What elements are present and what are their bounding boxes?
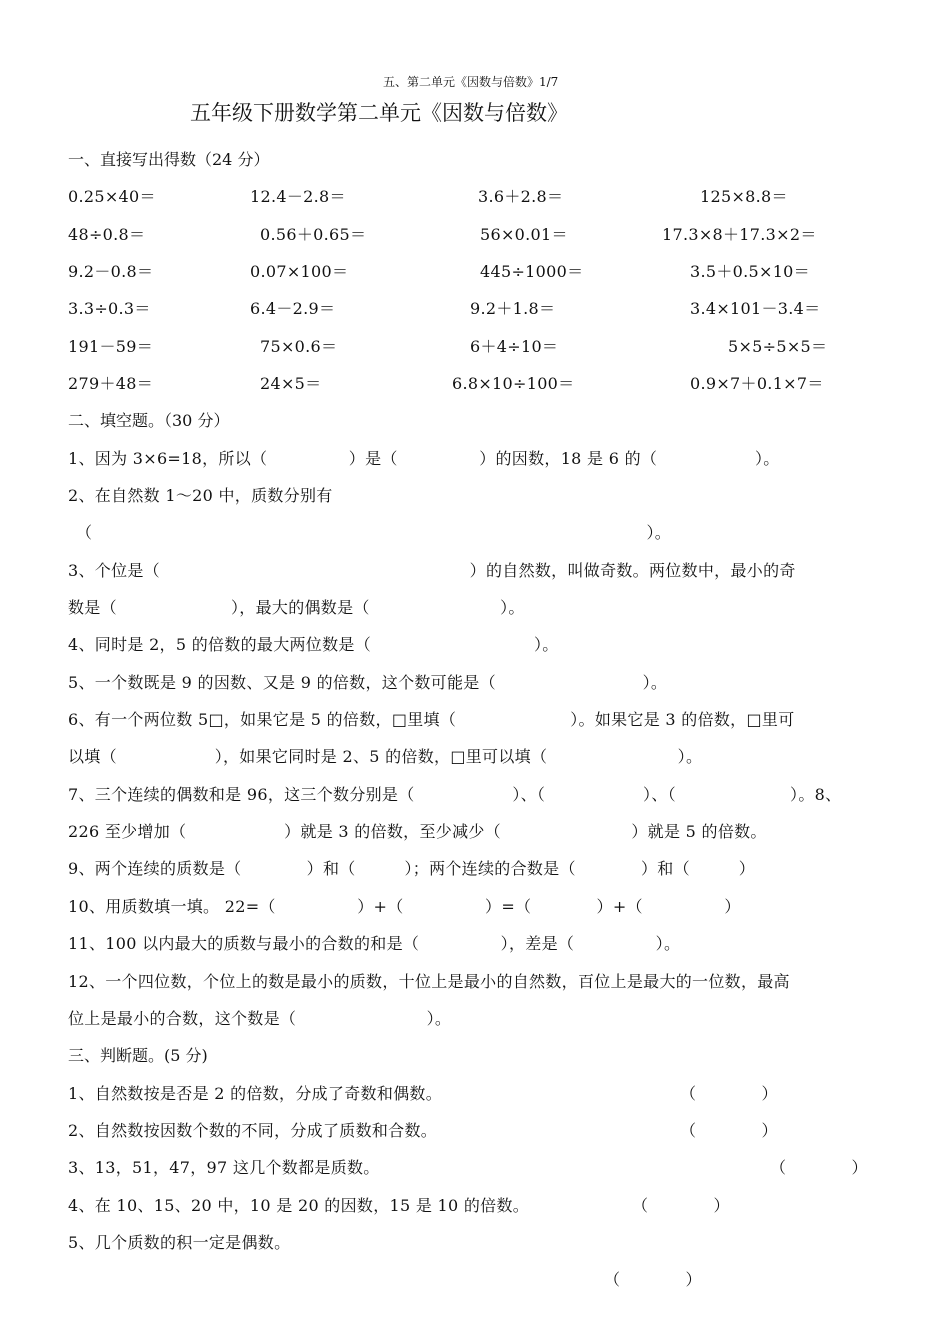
calc-cell: 191－59＝ <box>68 337 153 356</box>
calc-cell: 24×5＝ <box>260 374 322 393</box>
judge-answer-paren: （ ） <box>770 1158 868 1177</box>
calc-cell: 0.56＋0.65＝ <box>260 225 367 244</box>
calc-cell: 125×8.8＝ <box>700 187 788 206</box>
fill-question-line: 以填（ ），如果它同时是 2、5 的倍数，□里可以填（ ）。 <box>68 747 703 766</box>
calc-cell: 3.4×101－3.4＝ <box>690 299 821 318</box>
page-header: 五、第二单元《因数与倍数》1/7 <box>383 75 559 89</box>
fill-question-line: 5、一个数既是 9 的因数、又是 9 的倍数，这个数可能是（ ）。 <box>68 673 668 692</box>
fill-question-line: 226 至少增加（ ）就是 3 的倍数，至少减少（ ）就是 5 的倍数。 <box>68 822 767 841</box>
calc-cell: 17.3×8＋17.3×2＝ <box>662 225 817 244</box>
section3-heading: 三、判断题。(5 分) <box>68 1046 208 1065</box>
judge-item: 3、13，51，47，97 这几个数都是质数。 <box>68 1158 380 1177</box>
calc-cell: 3.5＋0.5×10＝ <box>690 262 810 281</box>
calc-cell: 6.4－2.9＝ <box>250 299 336 318</box>
fill-question-line: 位上是最小的合数，这个数是（ ）。 <box>68 1009 452 1028</box>
fill-question-line: 7、三个连续的偶数和是 96，这三个数分别是（ ）、（ ）、（ ）。8、 <box>68 785 842 804</box>
calc-cell: 56×0.01＝ <box>480 225 568 244</box>
calc-cell: 6.8×10÷100＝ <box>452 374 575 393</box>
calc-cell: 75×0.6＝ <box>260 337 338 356</box>
fill-question-line: 2、在自然数 1～20 中，质数分别有 <box>68 486 333 505</box>
calc-cell: 9.2＋1.8＝ <box>470 299 556 318</box>
page-title: 五年级下册数学第二单元《因数与倍数》 <box>190 101 568 125</box>
judge-answer-paren: （ ） <box>680 1084 778 1103</box>
judge-answer-paren: （ ） <box>632 1196 730 1215</box>
calc-cell: 9.2－0.8＝ <box>68 262 154 281</box>
calc-cell: 0.9×7＋0.1×7＝ <box>690 374 824 393</box>
calc-cell: 0.25×40＝ <box>68 187 156 206</box>
fill-question-line: 10、用质数填一填。 22=（ ）+（ ）=（ ）+（ ） <box>68 897 741 916</box>
judge-item: 5、几个质数的积一定是偶数。 <box>68 1233 291 1252</box>
section2-heading: 二、填空题。（30 分） <box>68 411 230 430</box>
calc-cell: 3.6＋2.8＝ <box>478 187 564 206</box>
fill-question-line: 9、两个连续的质数是（ ）和（ ）；两个连续的合数是（ ）和（ ） <box>68 859 756 878</box>
calc-cell: 12.4－2.8＝ <box>250 187 346 206</box>
calc-cell: 445÷1000＝ <box>480 262 584 281</box>
judge-item: 4、在 10、15、20 中，10 是 20 的因数，15 是 10 的倍数。 <box>68 1196 530 1215</box>
judge-item: 1、自然数按是否是 2 的倍数，分成了奇数和偶数。 <box>68 1084 443 1103</box>
fill-question-line: 数是（ ），最大的偶数是（ ）。 <box>68 598 525 617</box>
calc-cell: 48÷0.8＝ <box>68 225 146 244</box>
fill-question-line: 6、有一个两位数 5□，如果它是 5 的倍数，□里填（ ）。如果它是 3 的倍数，□里可 <box>68 710 795 729</box>
fill-question-line: （ ）。 <box>76 523 672 542</box>
calc-cell: 6＋4÷10＝ <box>470 337 559 356</box>
fill-question-line: 12、一个四位数，个位上的数是最小的质数，十位上是最小的自然数，百位上是最大的一位数，最高 <box>68 972 790 991</box>
fill-question-line: 4、同时是 2，5 的倍数的最大两位数是（ ）。 <box>68 635 559 654</box>
judge-answer-paren: （ ） <box>680 1121 778 1140</box>
judge-answer-paren: （ ） <box>604 1270 702 1289</box>
judge-item: 2、自然数按因数个数的不同，分成了质数和合数。 <box>68 1121 438 1140</box>
fill-question-line: 3、个位是（ ）的自然数，叫做奇数。两位数中，最小的奇 <box>68 561 796 580</box>
section1-heading: 一、直接写出得数（24 分） <box>68 150 270 169</box>
calc-cell: 3.3÷0.3＝ <box>68 299 151 318</box>
calc-cell: 0.07×100＝ <box>250 262 349 281</box>
calc-cell: 279＋48＝ <box>68 374 153 393</box>
fill-question-line: 1、因为 3×6=18，所以（ ）是（ ）的因数，18 是 6 的（ ）。 <box>68 449 780 468</box>
calc-cell: 5×5÷5×5＝ <box>728 337 828 356</box>
fill-question-line: 11、100 以内最大的质数与最小的合数的和是（ ），差是（ ）。 <box>68 934 681 953</box>
